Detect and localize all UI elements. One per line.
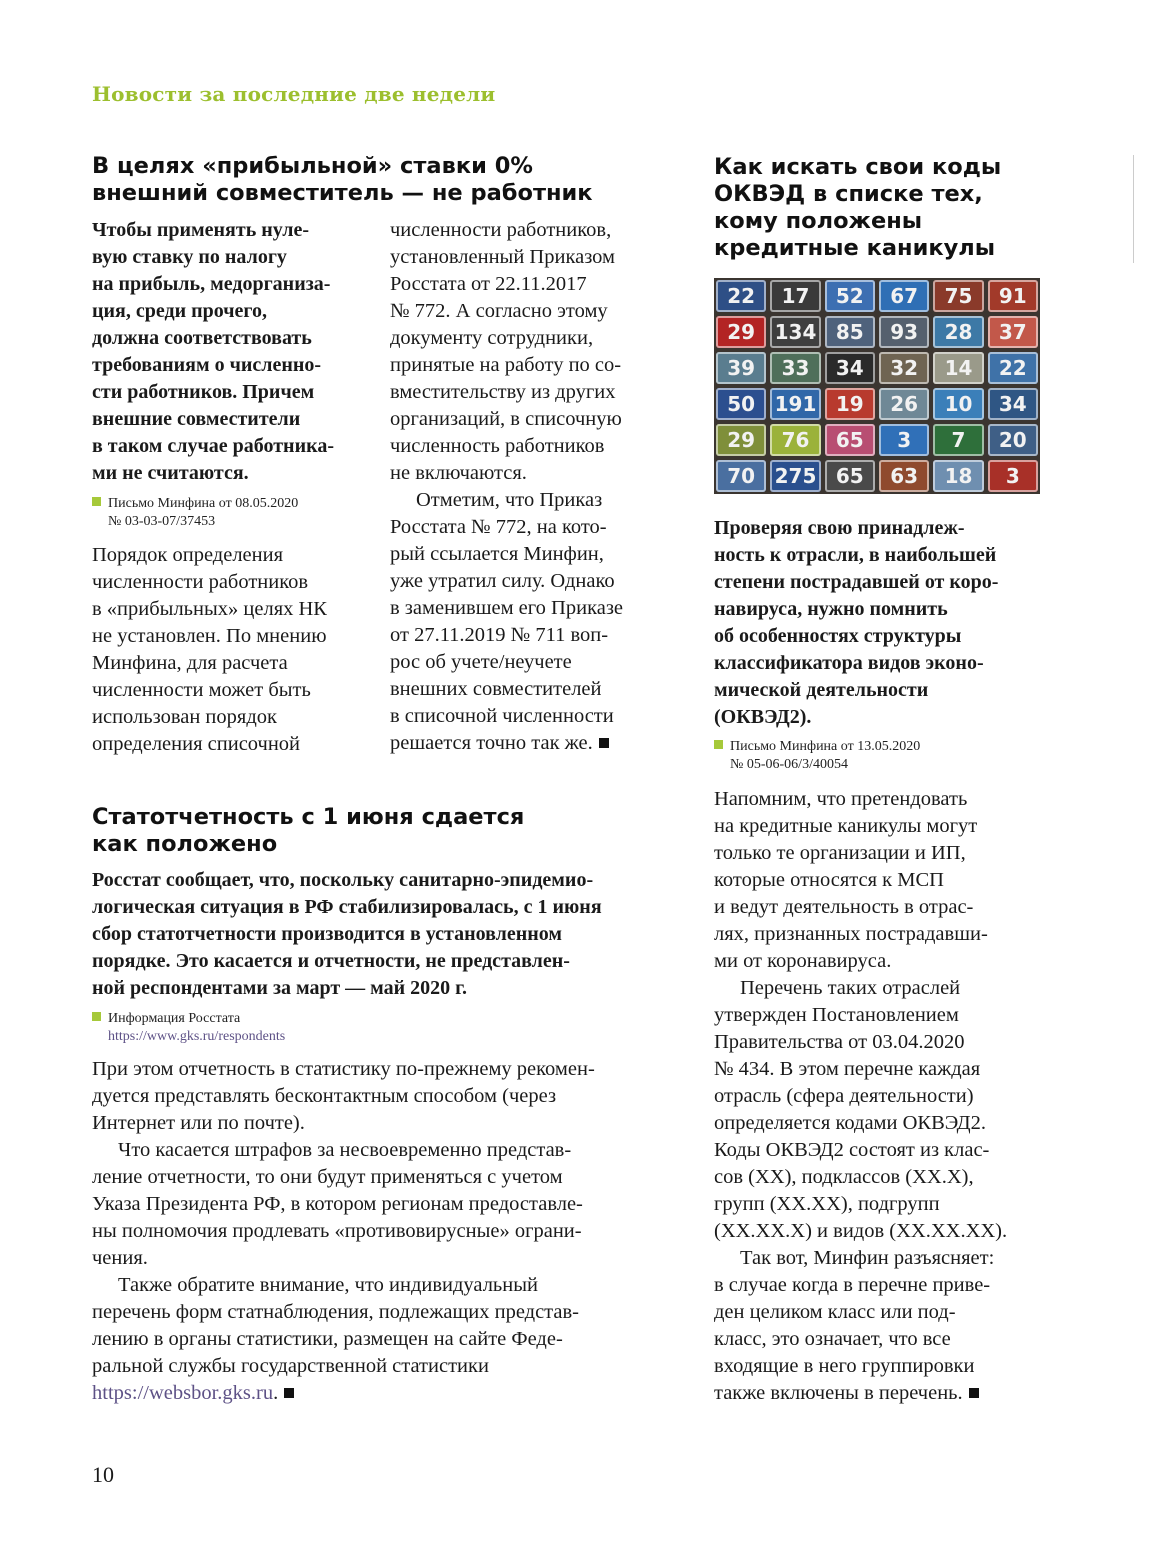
text-line: Перечень таких отраслей bbox=[740, 977, 961, 999]
house-number-plate: 3 bbox=[988, 460, 1038, 492]
text-line: отрасль (сфера деятельности) bbox=[714, 1085, 974, 1107]
text-line: кому положены bbox=[714, 208, 923, 234]
text-line: дуется представлять бесконтактным способом (через bbox=[92, 1085, 557, 1107]
text-line: Статотчетность с 1 июня сдается bbox=[92, 804, 525, 830]
house-number-plate: 63 bbox=[879, 460, 929, 492]
text-line: класс, это означает, что все bbox=[714, 1328, 951, 1350]
text-line: на прибыль, медорганиза- bbox=[92, 273, 331, 295]
page-number: 10 bbox=[92, 1462, 114, 1487]
house-number-plate: 17 bbox=[770, 280, 820, 312]
text-line: определения списочной bbox=[92, 733, 301, 755]
text-line: навируса, нужно помнить bbox=[714, 598, 948, 620]
text-line: Чтобы применять нуле- bbox=[92, 219, 310, 241]
text-line: сбор статотчетности производится в установленном bbox=[92, 923, 563, 945]
text-line: При этом отчетность в статистику по-прежнему рекомен- bbox=[92, 1058, 595, 1080]
text-line: логическая ситуация в РФ стабилизировалась, с 1 июня bbox=[92, 896, 602, 918]
text-line: перечень форм статнаблюдения, подлежащих представ- bbox=[92, 1301, 579, 1323]
house-number-plate: 93 bbox=[879, 316, 929, 348]
text-line: Коды ОКВЭД2 состоят из клас- bbox=[714, 1139, 990, 1161]
article2-para2 bbox=[92, 1137, 583, 1272]
text-line: Минфина, для расчета bbox=[92, 652, 288, 674]
text-line: не включаются. bbox=[390, 462, 527, 484]
article3-para3 bbox=[714, 1245, 994, 1407]
house-number-plate: 37 bbox=[988, 316, 1038, 348]
text-line: ми от коронавируса. bbox=[714, 950, 892, 972]
house-number-plate: 14 bbox=[933, 352, 983, 384]
text-line: на кредитные каникулы могут bbox=[714, 815, 978, 837]
text-line: ден целиком класс или под- bbox=[714, 1301, 956, 1323]
text-line: в таком случае работника- bbox=[92, 435, 334, 457]
house-number-plate: 75 bbox=[933, 280, 983, 312]
end-mark-icon bbox=[599, 738, 609, 748]
house-number-plate: 85 bbox=[825, 316, 875, 348]
text-line: Росстат сообщает, что, поскольку санитарно-эпидемио- bbox=[92, 869, 594, 891]
text-line: и ведут деятельность в отрас- bbox=[714, 896, 974, 918]
text-line: ны полномочия продлевать «противовирусные» ограни- bbox=[92, 1220, 582, 1242]
text-line: в списочной численности bbox=[390, 705, 614, 727]
text-line: утвержден Постановлением bbox=[714, 1004, 959, 1026]
text-line: вую ставку по налогу bbox=[92, 246, 287, 268]
article3-lead bbox=[714, 515, 998, 731]
text-line: ление отчетности, то они будут применяться с учетом bbox=[92, 1166, 563, 1188]
article2-title bbox=[92, 804, 524, 858]
source-link[interactable]: https://www.gks.ru/respondents bbox=[108, 1029, 286, 1044]
article2-lead bbox=[92, 867, 602, 1002]
house-number-plate: 33 bbox=[770, 352, 820, 384]
text-line: уже утратил силу. Однако bbox=[390, 570, 615, 592]
text-line: классификатора видов эконо- bbox=[714, 652, 984, 674]
article2-para3 bbox=[92, 1272, 579, 1380]
text-line: сти работников. Причем bbox=[92, 381, 315, 403]
house-number-plate: 67 bbox=[879, 280, 929, 312]
text-line: которые относятся к МСП bbox=[714, 869, 944, 891]
house-number-plate: 52 bbox=[825, 280, 875, 312]
house-number-plate: 10 bbox=[933, 388, 983, 420]
text-line: установленный Приказом bbox=[390, 246, 616, 268]
house-number-plate: 22 bbox=[988, 352, 1038, 384]
house-number-plate: 76 bbox=[770, 424, 820, 456]
house-number-plate: 91 bbox=[988, 280, 1038, 312]
house-number-plate: 26 bbox=[879, 388, 929, 420]
article2-link-line: https://websbor.gks.ru. bbox=[92, 1380, 294, 1407]
text-line: Порядок определения bbox=[92, 544, 284, 566]
text-line: документу сотрудники, bbox=[390, 327, 594, 349]
text-line: не установлен. По мнению bbox=[92, 625, 327, 647]
house-number-plate: 7 bbox=[933, 424, 983, 456]
article3-title bbox=[714, 154, 1001, 262]
house-number-plate: 22 bbox=[716, 280, 766, 312]
house-number-plate: 34 bbox=[988, 388, 1038, 420]
source-marker-icon bbox=[92, 1012, 101, 1021]
source-marker-icon bbox=[714, 740, 723, 749]
text-line: принятые на работу по со- bbox=[390, 354, 622, 376]
text-line: определяется кодами ОКВЭД2. bbox=[714, 1112, 986, 1134]
text-line: ОКВЭД в списке тех, bbox=[714, 181, 983, 207]
article3-para2 bbox=[714, 975, 1007, 1245]
text-line: Росстата № 772, на кото- bbox=[390, 516, 607, 538]
text-line: ной респондентами за март — май 2020 г. bbox=[92, 977, 467, 999]
text-line: групп (ХХ.ХХ), подгрупп bbox=[714, 1193, 940, 1215]
house-number-plate: 65 bbox=[825, 460, 875, 492]
text-line: численности работников, bbox=[390, 219, 612, 241]
text-line: организаций, в списочную bbox=[390, 408, 622, 430]
text-line: № 772. А согласно этому bbox=[390, 300, 608, 322]
text-line: Напомним, что претендовать bbox=[714, 788, 968, 810]
text-line: рый ссылается Минфин, bbox=[390, 543, 604, 565]
sidebar-rule bbox=[1133, 155, 1134, 263]
text-line: в заменившем его Приказе bbox=[390, 597, 624, 619]
article1-body-col2b bbox=[390, 487, 623, 757]
article1-body-col2 bbox=[390, 217, 622, 487]
house-number-plate: 70 bbox=[716, 460, 766, 492]
house-number-plate: 28 bbox=[933, 316, 983, 348]
house-number-plate: 20 bbox=[988, 424, 1038, 456]
house-number-plate: 29 bbox=[716, 424, 766, 456]
text-line: использован порядок bbox=[92, 706, 277, 728]
text-line: только те организации и ИП, bbox=[714, 842, 966, 864]
house-number-plate: 34 bbox=[825, 352, 875, 384]
end-mark-icon bbox=[969, 1388, 979, 1398]
article1-lead bbox=[92, 217, 334, 487]
text-line: Также обратите внимание, что индивидуальный bbox=[118, 1274, 538, 1296]
text-line: Росстата от 22.11.2017 bbox=[390, 273, 587, 295]
text-line: также включены в перечень. bbox=[714, 1380, 994, 1407]
article1-title bbox=[92, 153, 593, 207]
house-number-plate: 275 bbox=[770, 460, 820, 492]
text-line: как положено bbox=[92, 831, 278, 857]
text-line: сов (ХХ), подклассов (ХХ.Х), bbox=[714, 1166, 974, 1188]
text-line: степени пострадавшей от коро- bbox=[714, 571, 999, 593]
text-line: мической деятельности bbox=[714, 679, 929, 701]
text-line: (ОКВЭД2). bbox=[714, 706, 812, 728]
text-line: Отметим, что Приказ bbox=[416, 489, 603, 511]
text-line: численность работников bbox=[390, 435, 605, 457]
article1-source: Письмо Минфина от 08.05.2020 № 03-03-07/37453 bbox=[92, 495, 298, 531]
house-numbers-photo bbox=[714, 278, 1040, 494]
text-line: Как искать свои коды bbox=[714, 154, 1002, 180]
text-line: порядке. Это касается и отчетности, не представлен- bbox=[92, 950, 570, 972]
text-line: входящие в него группировки bbox=[714, 1355, 975, 1377]
text-line: внешних совместителей bbox=[390, 678, 602, 700]
house-number-plate: 134 bbox=[770, 316, 820, 348]
source-marker-icon bbox=[92, 497, 101, 506]
article3-para1 bbox=[714, 786, 988, 975]
article3-source: Письмо Минфина от 13.05.2020 № 05-06-06/3/40054 bbox=[714, 738, 920, 774]
house-number-plate: 65 bbox=[825, 424, 875, 456]
websbor-link[interactable]: https://websbor.gks.ru bbox=[92, 1382, 274, 1404]
text-line: Интернет или по почте). bbox=[92, 1112, 305, 1134]
text-line: требованиям о численно- bbox=[92, 354, 322, 376]
text-line: рос об учете/неучете bbox=[390, 651, 572, 673]
article2-para1 bbox=[92, 1056, 595, 1137]
house-number-plate: 29 bbox=[716, 316, 766, 348]
text-line: ность к отрасли, в наибольшей bbox=[714, 544, 997, 566]
text-line: вместительству из других bbox=[390, 381, 616, 403]
text-line: № 434. В этом перечне каждая bbox=[714, 1058, 981, 1080]
text-line: ми не считаются. bbox=[92, 462, 249, 484]
article2-source: Информация Росстата https://www.gks.ru/respondents bbox=[92, 1010, 285, 1046]
text-line: в случае когда в перечне приве- bbox=[714, 1274, 991, 1296]
text-line: от 27.11.2019 № 711 воп- bbox=[390, 624, 609, 646]
text-line: численности работников bbox=[92, 571, 309, 593]
end-mark-icon bbox=[284, 1388, 294, 1398]
text-line: лях, признанных пострадавши- bbox=[714, 923, 988, 945]
text-line: внешний совместитель — не работник bbox=[92, 180, 593, 206]
text-line: об особенностях структуры bbox=[714, 625, 962, 647]
text-line: Проверяя свою принадлеж- bbox=[714, 517, 965, 539]
text-line: должна соответствовать bbox=[92, 327, 312, 349]
house-number-plate: 18 bbox=[933, 460, 983, 492]
text-line: (ХХ.ХХ.Х) и видов (ХХ.ХХ.ХХ). bbox=[714, 1220, 1008, 1242]
article1-body-col1 bbox=[92, 542, 327, 758]
text-line: кредитные каникулы bbox=[714, 235, 996, 261]
section-label: Новости за последние две недели bbox=[92, 82, 496, 106]
house-number-plate: 50 bbox=[716, 388, 766, 420]
text-line: в «прибыльных» целях НК bbox=[92, 598, 327, 620]
house-number-plate: 3 bbox=[879, 424, 929, 456]
text-line: Что касается штрафов за несвоевременно представ- bbox=[118, 1139, 572, 1161]
text-line: чения. bbox=[92, 1247, 148, 1269]
text-line: решается точно так же. bbox=[390, 730, 623, 757]
text-line: внешние совместители bbox=[92, 408, 301, 430]
house-number-plate: 39 bbox=[716, 352, 766, 384]
text-line: В целях «прибыльной» ставки 0% bbox=[92, 153, 533, 179]
text-line: ция, среди прочего, bbox=[92, 300, 267, 322]
text-line: Указа Президента РФ, в котором регионам предоставле- bbox=[92, 1193, 583, 1215]
text-line: ральной службы государственной статистики bbox=[92, 1355, 489, 1377]
house-number-plate: 191 bbox=[770, 388, 820, 420]
text-line: лению в органы статистики, размещен на сайте Феде- bbox=[92, 1328, 563, 1350]
text-line: Так вот, Минфин разъясняет: bbox=[740, 1247, 995, 1269]
house-number-plate: 32 bbox=[879, 352, 929, 384]
text-line: численности может быть bbox=[92, 679, 311, 701]
house-number-plate: 19 bbox=[825, 388, 875, 420]
text-line: Правительства от 03.04.2020 bbox=[714, 1031, 965, 1053]
